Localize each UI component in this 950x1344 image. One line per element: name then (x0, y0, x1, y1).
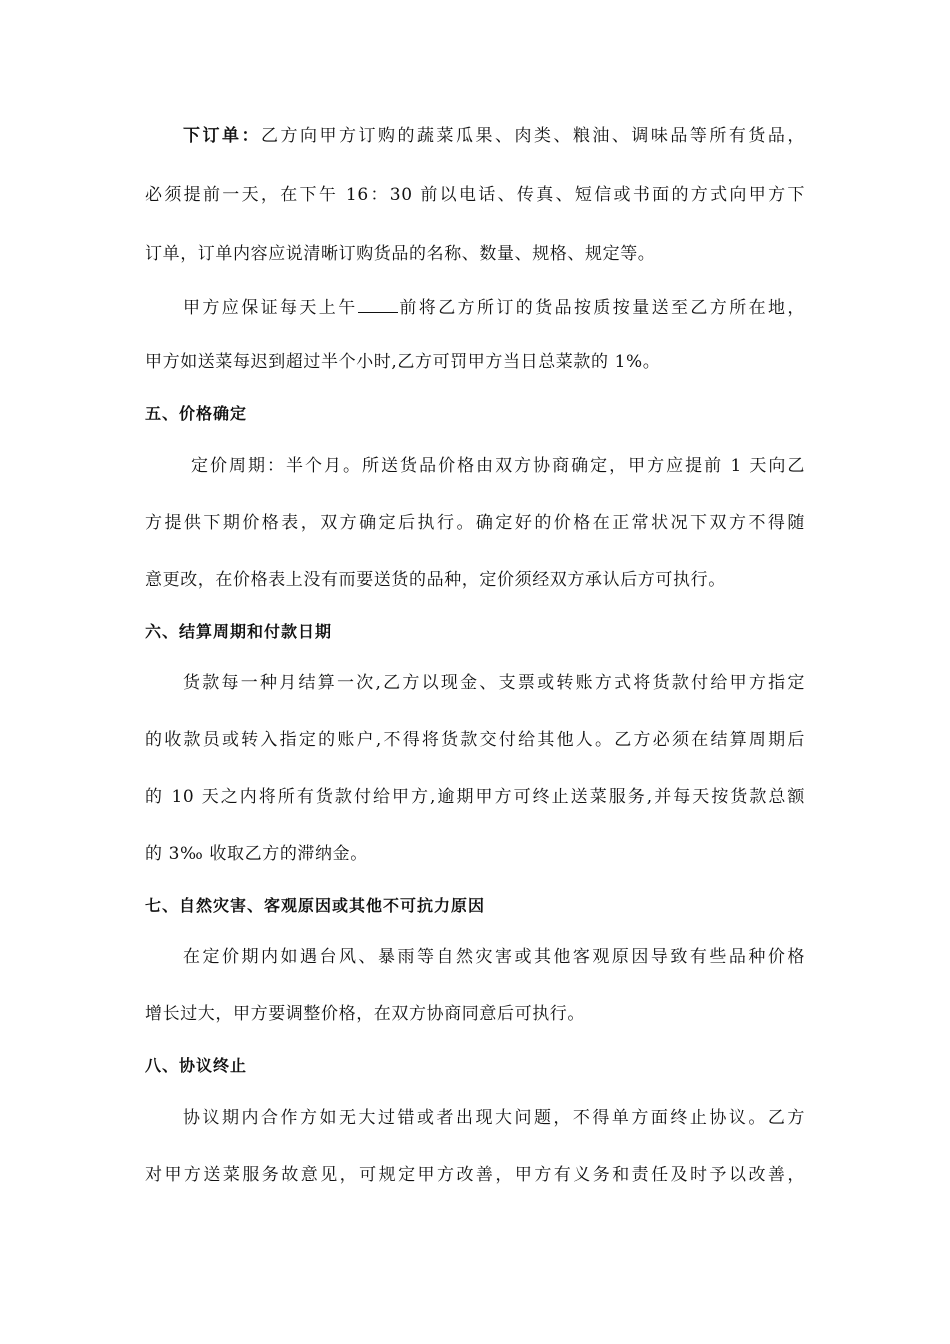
blank-fill-line (358, 294, 398, 313)
section-6-line-2: 的收款员或转入指定的账户,不得将货款交付给其他人。乙方必须在结算周期后 (145, 730, 805, 750)
order-paragraph-line-1 (183, 124, 805, 148)
section-5-line-3: 意更改，在价格表上没有而要送货的品种，定价须经双方承认后方可执行。 (145, 570, 726, 590)
order-paragraph-line-2: 必须提前一天，在下午 16：30 前以电话、传真、短信或书面的方式向甲方下 (145, 185, 805, 205)
section-6-line-1: 货款每一种月结算一次,乙方以现金、支票或转账方式将货款付给甲方指定 (183, 673, 805, 693)
section-5-line-1: 定价周期：半个月。所送货品价格由双方协商确定，甲方应提前 1 天向乙 (191, 456, 805, 476)
section-7-heading: 七、自然灾害、客观原因或其他不可抗力原因 (145, 896, 486, 915)
section-7-line-2: 增长过大，甲方要调整价格，在双方协商同意后可执行。 (145, 1004, 585, 1024)
delivery-paragraph-line-1 (183, 294, 805, 320)
delivery-paragraph-line-2: 甲方如送菜每迟到超过半个小时,乙方可罚甲方当日总菜款的 1%。 (145, 352, 661, 372)
section-5-heading: 五、价格确定 (145, 404, 248, 423)
order-text-1: 乙方向甲方订购的蔬菜瓜果、肉类、粮油、调味品等所有货品， (261, 126, 805, 146)
order-label: 下订单： (183, 126, 261, 146)
section-8-line-2: 对甲方送菜服务故意见，可规定甲方改善，甲方有义务和责任及时予以改善， (145, 1165, 805, 1185)
section-7-line-1: 在定价期内如遇台风、暴雨等自然灾害或其他客观原因导致有些品种价格 (183, 947, 805, 967)
delivery-text-after: 前将乙方所订的货品按质按量送至乙方所在地， (397, 298, 805, 318)
section-8-heading: 八、协议终止 (145, 1056, 248, 1075)
section-6-line-3: 的 10 天之内将所有货款付给甲方,逾期甲方可终止送菜服务,并每天按货款总额 (145, 787, 805, 807)
order-paragraph-line-3: 订单，订单内容应说清晰订购货品的名称、数量、规格、规定等。 (145, 244, 656, 264)
section-5-line-2: 方提供下期价格表，双方确定后执行。确定好的价格在正常状况下双方不得随 (145, 513, 805, 533)
section-6-heading: 六、结算周期和付款日期 (145, 622, 333, 641)
section-6-line-4: 的 3‰ 收取乙方的滞纳金。 (145, 844, 368, 864)
delivery-text-before: 甲方应保证每天上午 (183, 298, 358, 318)
section-8-line-1: 协议期内合作方如无大过错或者出现大问题，不得单方面终止协议。乙方 (183, 1108, 805, 1128)
